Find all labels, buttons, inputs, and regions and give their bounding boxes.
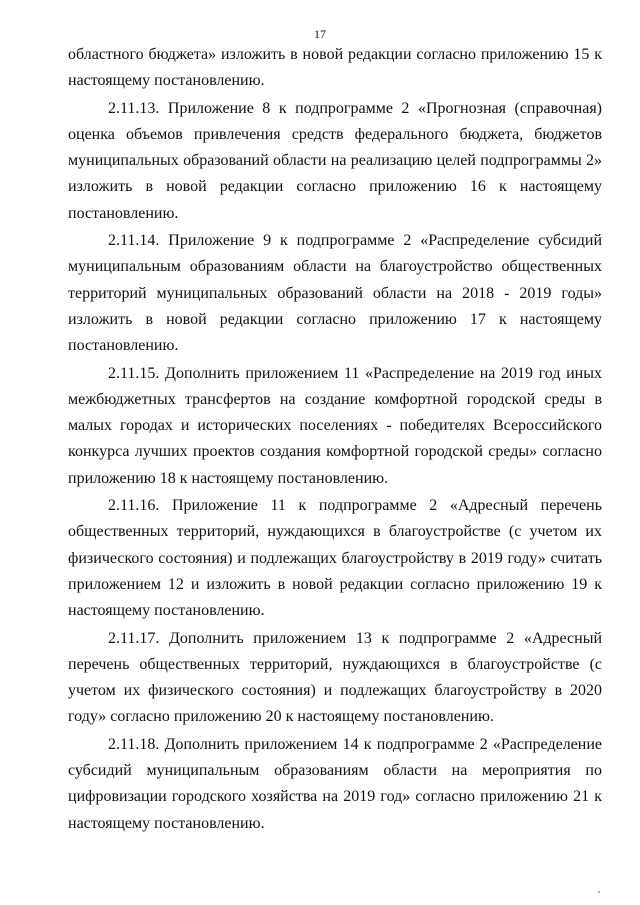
paragraph-2-11-15: 2.11.15. Дополнить приложением 11 «Распределение на 2019 год иных межбюджетных трансфертов на создание комфортной городской среды в малых городах и исторических поселениях - победителях Всероссийского конкурса лучших проектов создания комфортной городской среды» согласно приложению 18 к настоящему постановлению. (68, 364, 602, 487)
paragraph-continuation: областного бюджета» изложить в новой редакции согласно приложению 15 к настоящему постановлению. (68, 46, 602, 90)
page-number: 17 (314, 27, 326, 41)
paragraph-2-11-17: 2.11.17. Дополнить приложением 13 к подпрограмме 2 «Адресный перечень общественных территорий, нуждающихся в благоустройстве (с учетом их физического состояния) и подлежащих благоустройству в 2020 году» согласно приложению 20 к настоящему постановлению. (68, 629, 602, 726)
paragraph-2-11-13: 2.11.13. Приложение 8 к подпрограмме 2 «Прогнозная (справочная) оценка объемов привлечения средств федерального бюджета, бюджетов муниципальных образований области на реализацию целей подпрограммы 2» изложить в новой редакции согласно приложению 16 к настоящему постановлению. (68, 99, 602, 222)
paragraph-2-11-18: 2.11.18. Дополнить приложением 14 к подпрограмме 2 «Распределение субсидий муниципальным образованиям области на мероприятия по цифровизации городского хозяйства на 2019 год» согласно приложению 21 к настоящему постановлению. (68, 735, 602, 832)
document-body (68, 42, 602, 837)
paragraph-2-11-16: 2.11.16. Приложение 11 к подпрограмме 2 «Адресный перечень общественных территорий, нуждающихся в благоустройстве (с учетом их физического состояния) и подлежащих благоустройству в 2019 году» считать приложением 12 и изложить в новой редакции согласно приложению 19 к настоящему постановлению. (68, 497, 602, 620)
scan-artifact (598, 891, 600, 893)
paragraph-2-11-14: 2.11.14. Приложение 9 к подпрограмме 2 «Распределение субсидий муниципальным образованиям области на благоустройство общественных территорий муниципальных образований области на 2018 - 2019 годы» изложить в новой редакции согласно приложению 17 к настоящему постановлению. (68, 232, 602, 355)
